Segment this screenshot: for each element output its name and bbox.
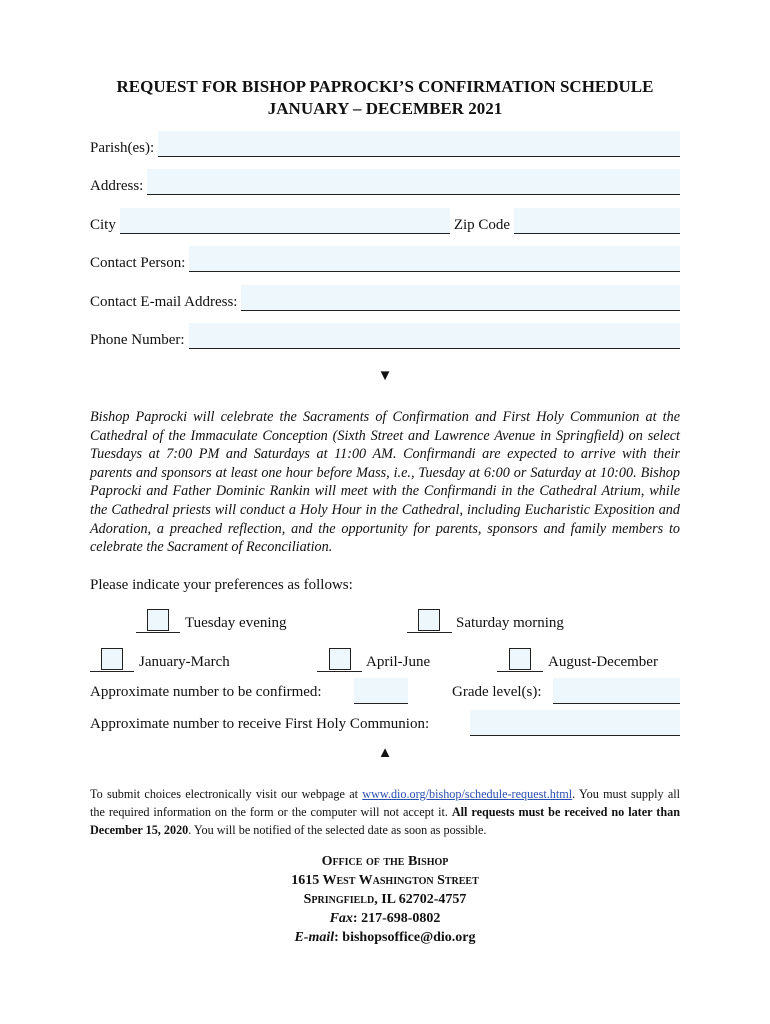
- contact-email-label: Contact E-mail Address:: [90, 294, 238, 310]
- up-arrow-icon: ▲: [377, 745, 393, 761]
- submission-note: [90, 785, 680, 839]
- contact-person-label: Contact Person:: [90, 255, 186, 271]
- parish-row: [90, 131, 680, 157]
- tuesday-underline: [136, 632, 180, 633]
- approx-confirmed-label: Approximate number to be confirmed:: [90, 684, 322, 700]
- april-june-label: April-June: [366, 654, 431, 670]
- contact-email-field-box: [241, 285, 680, 311]
- parish-field-box: [158, 131, 680, 157]
- deadline-text: All requests must be received no later than December 15, 2020: [90, 805, 680, 837]
- april-june-checkbox[interactable]: [329, 648, 351, 670]
- office-name: Office of the Bishop: [321, 854, 449, 869]
- august-december-checkbox[interactable]: [509, 648, 531, 670]
- zip-input[interactable]: [514, 208, 680, 233]
- address-label: Address:: [90, 178, 144, 194]
- city-label: City: [90, 217, 116, 233]
- email-label: E-mail: [294, 930, 335, 945]
- approx-communion-label: Approximate number to receive First Holy Communion:: [90, 716, 430, 732]
- phone-row: [90, 323, 680, 349]
- august-december-label: August-December: [548, 654, 658, 670]
- address-input[interactable]: [147, 169, 680, 194]
- form-title: [0, 76, 770, 120]
- approx-communion-input[interactable]: [470, 710, 680, 735]
- schedule-request-link[interactable]: www.dio.org/bishop/schedule-request.html: [362, 787, 573, 801]
- saturday-morning-label: Saturday morning: [456, 615, 564, 631]
- fax-value: : 217-698-0802: [352, 911, 441, 926]
- parish-input[interactable]: [158, 131, 680, 156]
- office-fax: [0, 909, 770, 928]
- april-june-underline: [317, 671, 362, 672]
- approx-communion-field-box: [470, 710, 680, 736]
- fax-label: Fax: [329, 911, 353, 926]
- contact-person-row: [90, 246, 680, 272]
- city-zip-row: [90, 208, 680, 234]
- parish-label: Parish(es):: [90, 140, 155, 156]
- zip-field-box: [514, 208, 680, 234]
- zip-label: Zip Code: [453, 217, 511, 233]
- city-input[interactable]: [120, 208, 450, 233]
- phone-input[interactable]: [189, 323, 680, 348]
- tuesday-evening-checkbox[interactable]: [147, 609, 169, 631]
- approx-confirmed-input[interactable]: [354, 678, 408, 703]
- phone-field-box: [189, 323, 680, 349]
- address-row: [90, 169, 680, 195]
- note-text-1: To submit choices electronically visit our webpage at: [90, 787, 363, 801]
- note-text-3: . You will be notified of the selected date as soon as possible.: [188, 823, 487, 837]
- title-line-1: REQUEST FOR BISHOP PAPROCKI’S CONFIRMATION SCHEDULE: [116, 77, 654, 96]
- contact-person-field-box: [189, 246, 680, 272]
- january-march-label: January-March: [139, 654, 230, 670]
- grade-levels-input[interactable]: [553, 678, 680, 703]
- office-street: 1615 West Washington Street: [291, 873, 479, 888]
- tuesday-evening-label: Tuesday evening: [185, 615, 287, 631]
- approx-confirmed-field-box: [354, 678, 408, 704]
- office-city: Springfield, IL 62702-4757: [303, 892, 467, 907]
- january-march-checkbox[interactable]: [101, 648, 123, 670]
- description-paragraph: Bishop Paprocki will celebrate the Sacraments of Confirmation and First Holy Communion at the Cathedral of the Immaculate Conception (Sixth Street and Lawrence Avenue in Springfield) on select Tuesdays at 7:00 PM and Saturdays at 11:00 AM. Confirmandi are expected to arrive with their parents and sponsors at least one hour before Mass, i.e., Tuesday at 6:00 or Saturday at 10:00. Bishop Paprocki and Father Dominic Rankin will meet with the Confirmandi in the Cathedral Atrium, while the Cathedral priests will conduct a Holy Hour in the Cathedral, including Eucharistic Exposition and Adoration, a preached reflection, and the opportunity for parents, sponsors and family members to celebrate the Sacrament of Reconciliation.: [90, 409, 680, 556]
- down-arrow-icon: ▼: [377, 368, 393, 384]
- contact-person-input[interactable]: [189, 246, 680, 271]
- address-field-box: [147, 169, 680, 195]
- office-email: [0, 928, 770, 947]
- contact-email-input[interactable]: [241, 285, 680, 310]
- office-address: [0, 852, 770, 947]
- phone-label: Phone Number:: [90, 332, 185, 348]
- august-december-underline: [497, 671, 543, 672]
- note-text-2: . You must supply all the required information on the form or the computer will not accept it.: [90, 787, 681, 819]
- email-value: : bishopsoffice@dio.org: [334, 930, 476, 945]
- january-march-underline: [90, 671, 134, 672]
- saturday-underline: [407, 632, 452, 633]
- grade-levels-label: Grade level(s):: [452, 684, 542, 700]
- preferences-intro: Please indicate your preferences as follows:: [90, 577, 353, 593]
- city-field-box: [120, 208, 450, 234]
- title-line-2: JANUARY – DECEMBER 2021: [267, 99, 503, 118]
- grade-levels-field-box: [553, 678, 680, 704]
- saturday-morning-checkbox[interactable]: [418, 609, 440, 631]
- contact-email-row: [90, 285, 680, 311]
